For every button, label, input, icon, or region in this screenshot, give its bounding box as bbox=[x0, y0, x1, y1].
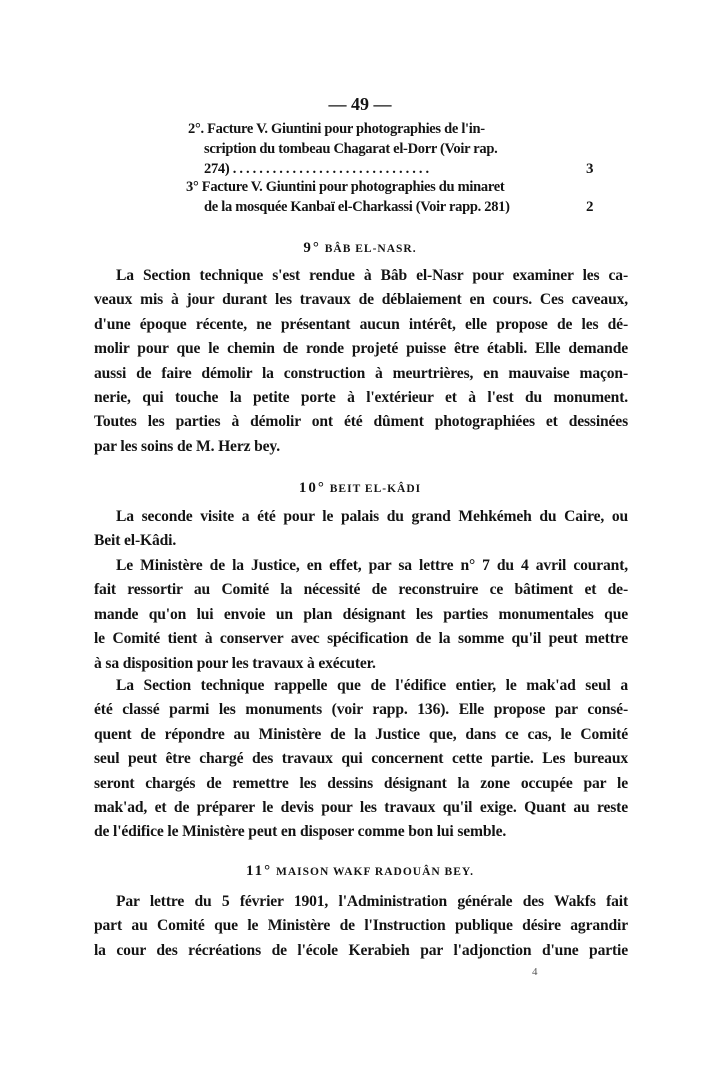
invoice-line: scription du tombeau Chagarat el-Dorr (Voir rap. bbox=[204, 141, 498, 157]
paragraph-line: fait ressortir au Comité la nécessité de reconstruire ce bâtiment et de- bbox=[94, 581, 628, 599]
invoice-line: 3° Facture V. Giuntini pour photographies du minaret bbox=[186, 179, 505, 195]
paragraph-line: par les soins de M. Herz bey. bbox=[94, 437, 280, 455]
paragraph-line: Beit el-Kâdi. bbox=[94, 532, 177, 550]
paragraph-line: seul peut être chargé des travaux qui concernent cette partie. Les bureaux bbox=[94, 750, 628, 768]
paragraph-line: part au Comité que le Ministère de l'Instruction publique désire agrandir bbox=[94, 917, 628, 935]
paragraph-line: nerie, qui touche la petite porte à l'extérieur et à l'est du monument. bbox=[94, 389, 628, 406]
section-heading bbox=[0, 240, 720, 257]
paragraph-line: La seconde visite a été pour le palais du grand Mehkémeh du Caire, ou bbox=[116, 508, 628, 525]
paragraph-line: Le Ministère de la Justice, en effet, par sa lettre n° 7 du 4 avril courant, bbox=[116, 557, 628, 574]
paragraph-line: mande qu'on lui envoie un plan désignant les parties monumentales que bbox=[94, 605, 628, 623]
paragraph-line: Toutes les parties à démolir ont été dûment photographiées et dessinées bbox=[94, 413, 628, 431]
paragraph-line: la cour des récréations de l'école Kerabieh par l'adjonction d'une partie bbox=[94, 941, 628, 959]
paragraph-line: quent de répondre au Ministère de la Justice que, dans ce cas, le Comité bbox=[94, 725, 628, 743]
invoice-line: de la mosquée Kanbaï el-Charkassi (Voir rapp. 281) bbox=[204, 199, 510, 215]
paragraph-line: le Comité tient à conserver avec spécification de la somme qu'il peut mettre bbox=[94, 630, 628, 648]
section-title: MAISON WAKF RADOUÂN BEY. bbox=[276, 866, 475, 878]
invoice-amount: 3 bbox=[586, 161, 594, 177]
paragraph-line: d'une époque récente, ne présentant aucun intérêt, elle propose de les dé- bbox=[94, 315, 628, 333]
paragraph-line: Par lettre du 5 février 1901, l'Administration générale des Wakfs fait bbox=[116, 893, 628, 910]
section-number: 11° bbox=[245, 863, 273, 879]
paragraph-line: La Section technique rappelle que de l'édifice entier, le mak'ad seul a bbox=[116, 677, 628, 694]
section-heading bbox=[0, 480, 720, 497]
section-title: BÂB EL-NASR. bbox=[324, 243, 417, 255]
invoice-amount: 2 bbox=[586, 199, 594, 215]
paragraph-line: veaux mis à jour durant les travaux de déblaiement en cours. Ces caveaux, bbox=[94, 291, 628, 309]
section-title: BEIT EL-KÂDI bbox=[329, 483, 422, 495]
page-number: — 49 — bbox=[328, 94, 392, 114]
paragraph-line: à sa disposition pour les travaux à exécuter. bbox=[94, 654, 376, 672]
paragraph-line: molir pour que le chemin de ronde projeté puisse être établi. Elle demande bbox=[94, 340, 628, 358]
section-heading bbox=[0, 863, 720, 880]
paragraph-line: mak'ad, et de préparer le devis pour les travaux qu'il exige. Quant au reste bbox=[94, 799, 628, 816]
section-number: 10° bbox=[298, 480, 326, 496]
paragraph-line: été classé parmi les monuments (voir rapp. 136). Elle propose par consé- bbox=[94, 701, 628, 719]
paragraph-line: La Section technique s'est rendue à Bâb el-Nasr pour examiner les ca- bbox=[116, 267, 628, 284]
invoice-line: 274) . . . . . . . . . . . . . . . . . . . . . . . . . . . . . . bbox=[204, 161, 429, 177]
paragraph-line: aussi de faire démolir la construction à meurtrières, en mauvaise maçon- bbox=[94, 364, 628, 382]
paragraph-line: seront chargés de remettre les dessins désignant la zone occupée par le bbox=[94, 774, 628, 792]
paragraph-line: de l'édifice le Ministère peut en disposer comme bon lui semble. bbox=[94, 823, 507, 841]
section-number: 9° bbox=[303, 240, 321, 256]
invoice-line: 2°. Facture V. Giuntini pour photographies de l'in- bbox=[188, 121, 485, 137]
signature-mark: 4 bbox=[532, 966, 538, 978]
